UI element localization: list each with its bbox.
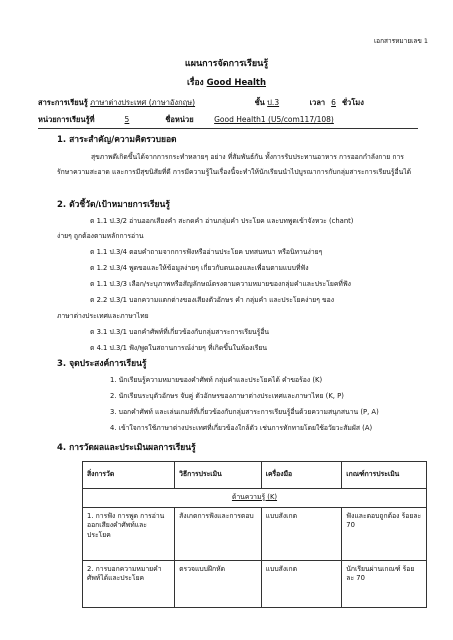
- table-header-row: [83, 462, 427, 489]
- topic-name: Good Health: [206, 78, 267, 88]
- indicator-item: ต 1.1 ป.3/4 ตอบคำถามจากการฟังหรืออ่านประโยค บทสนทนา หรือนิทานง่ายๆ: [90, 248, 323, 256]
- knowledge-subheading: [83, 489, 427, 508]
- section1-text: สุขภาพดีเกิดขึ้นได้จากการกระทำหลายๆ อย่าง ที่สัมพันธ์กัน ทั้งการรับประทานอาหาร การออกกำลังกาย การรักษาความสะอาด และการมีสุขนิสัยที่ดี การมีความรู้ในเรื่องนี้จะทำให้นักเรียนนำไปบูรณาการกับกลุ่มสาระการเรียนรู้อื่นได้: [57, 153, 412, 176]
- unit-number-value: 5: [124, 115, 130, 124]
- header-divider: [38, 128, 418, 129]
- section2-heading: 2. ตัวชี้วัด/เป้าหมายการเรียนรู้: [57, 200, 170, 210]
- indicator-item: ต 1.2 ป.3/4 พูดขอและให้ข้อมูลง่ายๆ เกี่ยวกับตนเองและเพื่อนตามแบบที่ฟัง: [90, 264, 309, 272]
- table-header-cell: เครื่องมือ: [261, 462, 342, 489]
- objective-item: 1. นักเรียนรู้ความหมายของคำศัพท์ กลุ่มคำและประโยคได้ คำขอร้อง (K): [110, 376, 323, 384]
- table-cell: ตรวจแบบฝึกหัด: [175, 560, 262, 607]
- time-unit: ชั่วโมง: [341, 98, 364, 107]
- objective-item: 2. นักเรียนระบุตัวอักษร จับคู่ ตัวอักษรของภาษาต่างประเทศและภาษาไทย (K, P): [110, 392, 344, 400]
- time-value: 6: [331, 98, 336, 107]
- table-header-cell: สิ่งการวัด: [83, 462, 175, 489]
- topic-title: [0, 78, 453, 90]
- knowledge-subheading-text: ด้านความรู้ (K): [231, 493, 278, 501]
- section4-heading: 4. การวัดผลและประเมินผลการเรียนรู้: [57, 443, 196, 453]
- indicator-item: ต 2.2 ป.3/1 บอกความแตกต่างของเสียงตัวอักษร คำ กลุ่มคำ และประโยคง่ายๆ ของ: [90, 296, 335, 304]
- table-cell: แบบสังเกต: [261, 507, 342, 560]
- table-row: [83, 507, 427, 560]
- table-cell: ฟังและตอบถูกต้อง ร้อยละ 70: [342, 507, 427, 560]
- indicator-item: ต 4.1 ป.3/1 ฟัง/พูดในสถานการณ์ง่ายๆ ที่เกิดขึ้นในห้องเรียน: [90, 344, 268, 352]
- subject-label: สาระการเรียนรู้: [38, 98, 88, 107]
- section1-heading: 1. สาระสำคัญ/ความคิดรวบยอด: [57, 135, 177, 145]
- indicator-item: ต 3.1 ป.3/1 บอกคำศัพท์ที่เกี่ยวข้องกับกลุ่มสาระการเรียนรู้อื่น: [90, 328, 270, 336]
- table-header-cell: เกณฑ์การประเมิน: [342, 462, 427, 489]
- table-header-cell: วิธีการประเมิน: [175, 462, 262, 489]
- indicator-item: ต 1.1 ป.3/2 อ่านออกเสียงคำ สะกดคำ อ่านกลุ่มคำ ประโยค และบทพูดเข้าจังหวะ (chant): [90, 217, 354, 225]
- table-cell: 1. การฟัง การพูด การอ่านออกเสียงคำศัพท์และประโยค: [83, 507, 175, 560]
- objective-item: 3. บอกคำศัพท์ และเล่นเกมส์ที่เกี่ยวข้องกับกลุ่มสาระการเรียนรู้อื่นด้วยความสนุกสนาน (P, A): [110, 408, 379, 416]
- section3-heading: 3. จุดประสงค์การเรียนรู้: [57, 359, 147, 369]
- indicator-item: ง่ายๆ ถูกต้องตามหลักการอ่าน: [57, 232, 144, 240]
- meta-line-2: [38, 115, 352, 126]
- table-cell: นักเรียนผ่านเกณฑ์ ร้อยละ 70: [342, 560, 427, 607]
- table-row: [83, 560, 427, 607]
- subject-value: ภาษาต่างประเทศ (ภาษาอังกฤษ): [90, 98, 196, 107]
- table-subheading-row: [83, 489, 427, 508]
- indicator-item: ต 1.1 ป.3/3 เลือก/ระบุภาพหรือสัญลักษณ์ตรงตามความหมายของกลุ่มคำและประโยคที่ฟัง: [90, 280, 351, 288]
- table-cell: แบบสังเกต: [261, 560, 342, 607]
- meta-line-1: [38, 98, 364, 109]
- document-number-label: เอกสารหมายเลข 1: [373, 37, 428, 45]
- plan-title: แผนการจัดการเรียนรู้: [184, 59, 269, 69]
- unit-number-label: หน่วยการเรียนรู้ที่: [38, 115, 95, 124]
- time-label: เวลา: [309, 98, 326, 107]
- topic-prefix: เรื่อง: [186, 78, 204, 88]
- grade-label: ชั้น: [254, 98, 265, 107]
- table-cell: 2. การบอกความหมายคำศัพท์ได้และประโยค: [83, 560, 175, 607]
- table-cell: สังเกตการฟังและการตอบ: [175, 507, 262, 560]
- evaluation-table: [82, 461, 427, 608]
- unit-name-value: Good Health1 (U5/com117/108): [214, 115, 334, 124]
- objective-item: 4. เข้าใจการใช้ภาษาต่างประเทศที่เกี่ยวข้องใกล้ตัว เช่นการทักทายโดยใช้อวัยวะสัมผัส (A): [110, 424, 373, 432]
- unit-name-label: ชื่อหน่วย: [165, 115, 194, 124]
- indicator-item: ภาษาต่างประเทศและภาษาไทย: [57, 312, 149, 320]
- grade-value: ป.3: [267, 98, 280, 107]
